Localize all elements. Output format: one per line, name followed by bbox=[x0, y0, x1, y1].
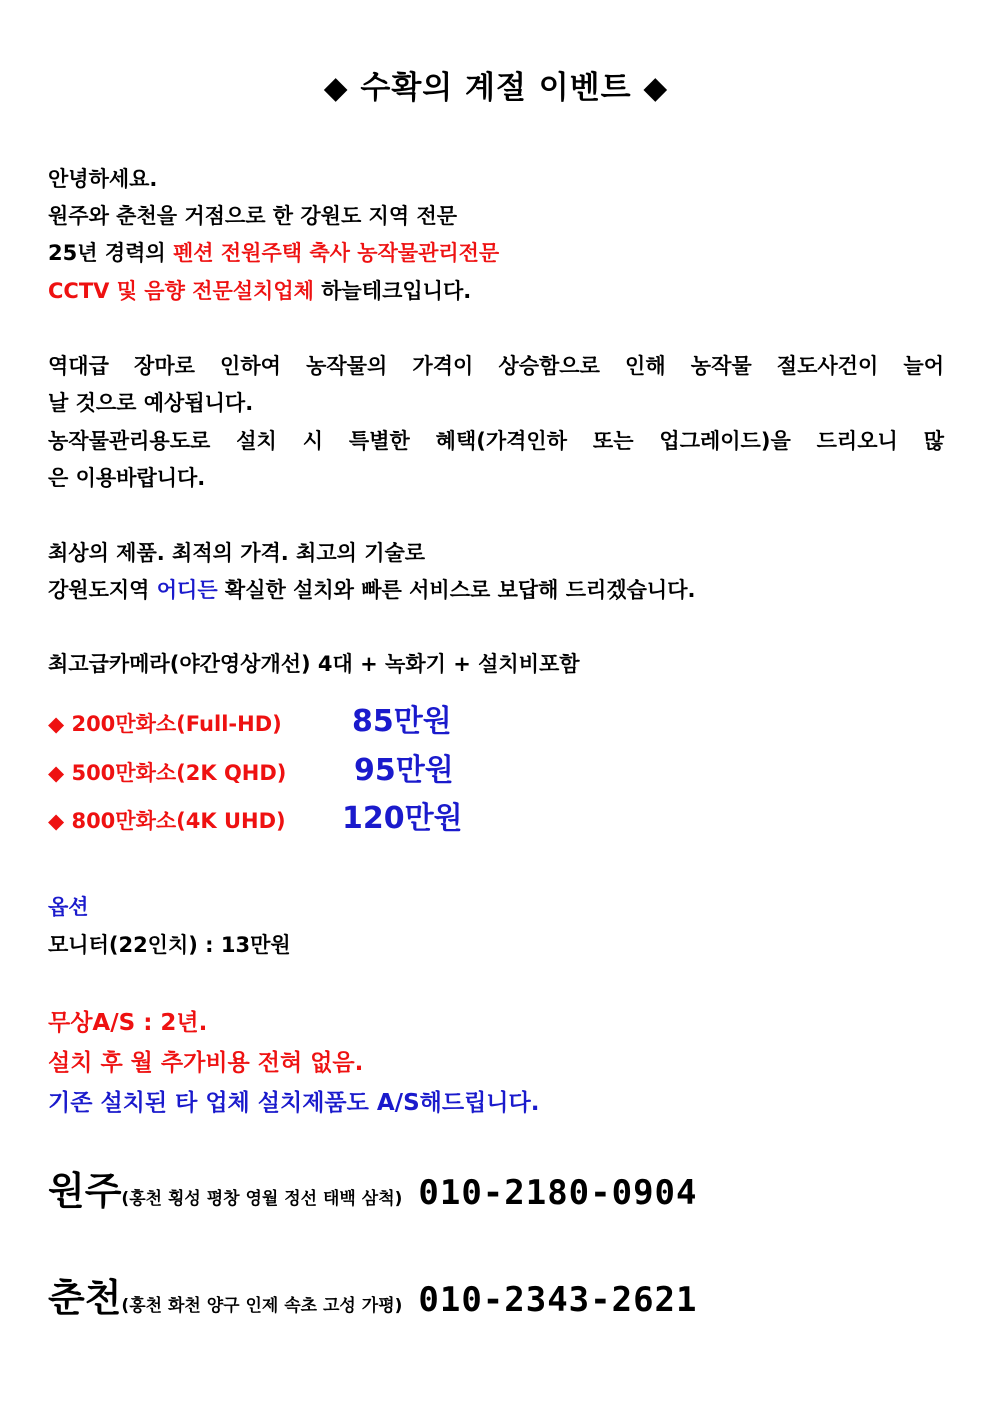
greeting: 안녕하세요. bbox=[48, 167, 158, 191]
contact-towns: (홍천 화천 양구 인제 속초 고성 가평) bbox=[121, 1296, 403, 1316]
price-label: ◆ 500만화소(2K QHD) bbox=[48, 761, 287, 785]
price-value: 95만원 bbox=[354, 753, 454, 788]
price-label: ◆ 800만화소(4K UHD) bbox=[48, 809, 286, 833]
intro-line-2: 원주와 춘천을 거점으로 한 강원도 지역 전문 bbox=[48, 204, 458, 228]
warranty-line-2: 설치 후 월 추가비용 전혀 없음. bbox=[48, 1050, 364, 1076]
price-row bbox=[48, 696, 452, 740]
contact-phone: 010-2343-2621 bbox=[418, 1280, 698, 1320]
intro-line-4 bbox=[48, 275, 471, 305]
price-value: 85만원 bbox=[352, 704, 452, 739]
intro-line-3 bbox=[48, 237, 499, 267]
option-monitor: 모니터(22인치) : 13만원 bbox=[48, 933, 291, 957]
contact-city: 춘천 bbox=[48, 1276, 122, 1320]
intro-line-3-text: 25년 경력의 bbox=[48, 241, 173, 265]
company-name-text: 하늘테크입니다. bbox=[313, 279, 472, 303]
warranty-line-3: 기존 설치된 타 업체 설치제품도 A/S해드립니다. bbox=[48, 1090, 540, 1116]
contact-city: 원주 bbox=[48, 1169, 122, 1213]
paragraph2-line-2: 날 것으로 예상됩니다. bbox=[48, 391, 254, 415]
price-row bbox=[48, 745, 454, 789]
paragraph3-highlight: 어디든 bbox=[156, 578, 218, 602]
page-title: ◆ 수확의 계절 이벤트 ◆ bbox=[323, 70, 669, 106]
paragraph2-line-4: 은 이용바랍니다. bbox=[48, 466, 206, 490]
price-label: ◆ 200만화소(Full-HD) bbox=[48, 712, 282, 736]
contact-phone: 010-2180-0904 bbox=[418, 1173, 698, 1213]
option-heading: 옵션 bbox=[48, 895, 89, 919]
intro-highlight-cctv: CCTV 및 음향 전문설치업체 bbox=[48, 279, 314, 303]
paragraph2-line-1: 역대급 장마로 인하여 농작물의 가격이 상승함으로 인해 농작물 절도사건이 늘어 bbox=[48, 354, 944, 378]
contact-chuncheon bbox=[48, 1267, 698, 1322]
paragraph2-line-3: 농작물관리용도로 설치 시 특별한 혜택(가격인하 또는 업그레이드)을 드리오니 많 bbox=[48, 429, 944, 453]
paragraph3-text-a: 강원도지역 bbox=[48, 578, 157, 602]
price-row bbox=[48, 793, 463, 837]
warranty-line-1: 무상A/S : 2년. bbox=[48, 1010, 208, 1036]
package-description: 최고급카메라(야간영상개선) 4대 + 녹화기 + 설치비포함 bbox=[48, 652, 580, 676]
paragraph3-line-2 bbox=[48, 574, 695, 604]
price-value: 120만원 bbox=[342, 801, 463, 836]
paragraph3-text-c: 확실한 설치와 빠른 서비스로 보답해 드리겠습니다. bbox=[217, 578, 696, 602]
intro-highlight-services: 펜션 전원주택 축사 농작물관리전문 bbox=[173, 241, 500, 265]
contact-wonju bbox=[48, 1160, 698, 1215]
paragraph3-line-1: 최상의 제품. 최적의 가격. 최고의 기술로 bbox=[48, 541, 426, 565]
contact-towns: (홍천 횡성 평창 영월 정선 태백 삼척) bbox=[121, 1189, 403, 1209]
